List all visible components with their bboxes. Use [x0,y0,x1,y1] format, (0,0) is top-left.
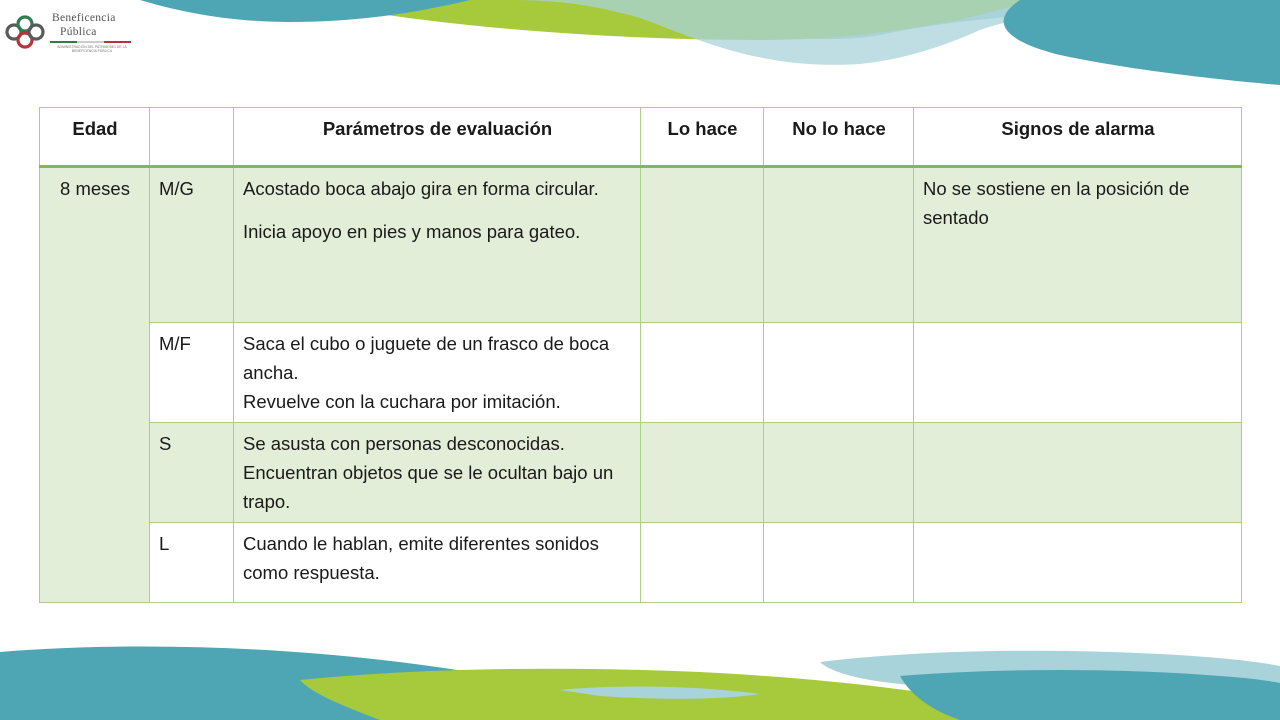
header-parameters: Parámetros de evaluación [234,108,641,167]
table-row [40,523,1242,603]
table-row [40,167,1242,323]
parameter-text: Se asusta con personas desconocidas. [243,433,565,454]
header-alarm-signs: Signos de alarma [914,108,1242,167]
does-cell[interactable] [641,523,764,603]
header-does-not: No lo hace [764,108,914,167]
parameter-text: Encuentran objetos que se le ocultan bajo un trapo. [243,462,614,512]
alarm-cell [914,523,1242,603]
does-cell[interactable] [641,323,764,423]
area-cell: M/F [150,323,234,423]
parameters-cell [234,167,641,323]
logo-tricolor-rule [50,41,132,43]
parameters-cell [234,523,641,603]
does-cell[interactable] [641,167,764,323]
parameter-text: Cuando le hablan, emite diferentes sonidos como respuesta. [243,533,599,583]
beneficencia-logo [0,0,140,64]
logo-title: Beneficencia [52,12,116,24]
logo-subtitle: Pública [60,26,97,38]
parameters-cell [234,323,641,423]
age-cell: 8 meses [40,167,150,603]
parameter-text: Inicia apoyo en pies y manos para gateo. [243,221,581,242]
table-row [40,423,1242,523]
bottom-wave-decoration [0,640,1280,720]
does-not-cell[interactable] [764,323,914,423]
does-cell[interactable] [641,423,764,523]
alarm-cell [914,323,1242,423]
table-row [40,323,1242,423]
parameters-cell [234,423,641,523]
area-cell: S [150,423,234,523]
alarm-cell [914,423,1242,523]
table-header-row [40,108,1242,167]
alarm-cell: No se sostiene en la posición de sentado [914,167,1242,323]
header-does: Lo hace [641,108,764,167]
header-age: Edad [40,108,150,167]
does-not-cell[interactable] [764,523,914,603]
parameter-text: Saca el cubo o juguete de un frasco de boca ancha. [243,333,610,383]
evaluation-table [39,107,1242,603]
rings-icon [4,12,46,52]
parameter-text: Acostado boca abajo gira en forma circular. [243,178,599,199]
top-wave-decoration [0,0,1280,100]
does-not-cell[interactable] [764,423,914,523]
does-not-cell[interactable] [764,167,914,323]
area-cell: L [150,523,234,603]
area-cell: M/G [150,167,234,323]
header-area [150,108,234,167]
logo-tagline: ADMINISTRACIÓN DEL PATRIMONIO DE LA BENEFICENCIA PÚBLICA [57,45,127,53]
parameter-text: Revuelve con la cuchara por imitación. [243,391,561,412]
